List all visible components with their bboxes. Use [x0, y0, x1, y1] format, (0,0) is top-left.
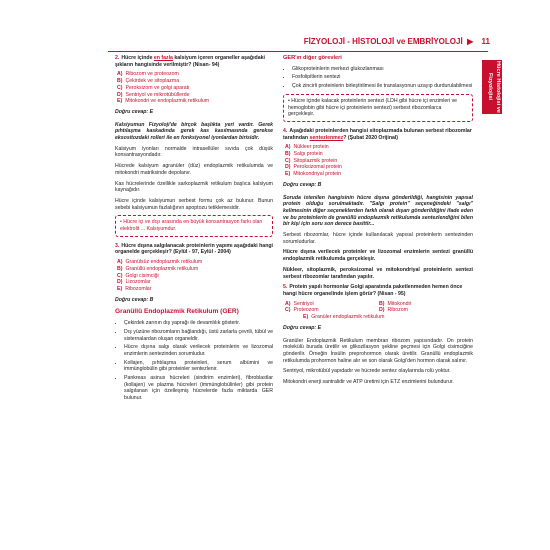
question-3: 3. Hücre dışına salgılanacak proteinlerin yapımı aşağıdaki hangi organelde gerçekleşir? (Eylül - 97, Eylül - 2004)	[115, 242, 273, 256]
options-2	[115, 71, 273, 105]
paragraph: Granüler Endoplazmik Retikulum membran ribozom yapısındadır. On protein molekülü burada üretilir ve glikozilasyon şekline geçmesi için Golgi cisimciğine gönderilir. Örneğin İnsülin preprohormon olarak üretilir. Granüllü endoplazmik retikulumda prohormon haline alır ve son olarak Golgi'den hormon olarak salınır.	[283, 337, 473, 364]
list-item: • Fosfolipitlerin sentezi	[292, 74, 473, 81]
option: A) Granülsüz endoplazmik retikulum	[117, 259, 203, 266]
option: B) Çekirdek ve sitoplazma	[117, 78, 180, 85]
option: D) Peroksizomal protein	[285, 164, 342, 171]
option: C) Peroksizom ve golgi aparatı	[117, 84, 190, 91]
option: C) Proteozom	[285, 307, 319, 314]
option: B) Salgı protein	[285, 151, 323, 158]
answer-3: Doğru cevap: B	[115, 296, 154, 303]
options-4	[283, 144, 473, 178]
option: C) Golgi cisimciği	[117, 272, 159, 279]
ger-bullet-list	[115, 320, 273, 402]
question-5: 5. Protein yapılı hormonlar Golgi aparatında paketlenmeden hemen önce hangi hücre organelinde işlem görür? (Nisan - 95)	[283, 284, 463, 297]
paragraph: Hücre içinde kalsiyumun serbest formu çok az bulunur. Bunun sebebi kalsiyumun fazlalığının apoptozu tetiklemesidir.	[115, 197, 273, 211]
paragraph: Soruda istenilen hangisinin hücre dışına gönderildiği, hangisinin yapısal protein olduğu sorulmaktadır. "Salgı protein" seçeneğindeki "salgı" kelimesinin diğer seçeneklerden farklı olarak dışarı gönderildiğini ifade eden ve bu proteinlerin de granüllü endoplazmik retikulumda sentezlendiğini bilen bir kişi için soru son derece basittir...	[283, 194, 473, 228]
paragraph: Mitokondri enerji santralidir ve ATP üretimi için ETZ enzimlerini bulundurur.	[283, 379, 454, 386]
header-title: FİZYOLOJİ - HİSTOLOJİ ve EMBRİYOLOJİ	[303, 37, 463, 46]
paragraph: Kalsiyum iyonları normalde intrasellüler sıvıda çok düşük konsantrasyondadır.	[115, 145, 273, 159]
list-item: • Glikoproteinlerin merkezi glukozlanması	[292, 66, 473, 73]
list-item: • Kollajen, pıhtılaşma proteinleri, serum albümini ve immünglobülin gibi proteinler sentezlenir.	[124, 360, 273, 373]
section-title: Granüllü Endoplazmik Retikulum (GER)	[115, 308, 239, 316]
option: A) Nükleer protein	[285, 144, 329, 151]
option: A) Ribozom ve proteozom	[117, 71, 179, 78]
option: E) Ribozomlar	[117, 285, 152, 292]
paragraph: Sentriyol, mikrotübül yapıdadır ve hücrede sentez olaylarında rolü yoktur.	[283, 368, 451, 375]
running-header	[200, 37, 490, 51]
note-box: • Hücre içinde kalacak proteinlerin sentezi (LDH gibi hücre içi enzimleri ve hemoglobin gibi hücre içi proteinlerin sentezi) serbest ribozomlarca gerçekleşir.	[283, 94, 473, 122]
option: D) Lizozomlar	[117, 279, 151, 286]
paragraph: Hücre dışına verilecek proteinler ve lizozomal enzimlerin sentezi granüllü endoplazmik retikulumda gerçekleşir.	[283, 249, 473, 263]
left-column	[115, 55, 273, 406]
option: D) Sentriyol ve mikrotübüllerde	[117, 91, 190, 98]
paragraph: Nükleer, sitoplazmik, peroksizomal ve mitokondriyal proteinlerin sentezi serbest ribozomlar tarafından yapılır.	[283, 266, 473, 280]
page-number: 11	[481, 37, 490, 46]
right-column	[283, 55, 473, 390]
option: D) Ribozom	[379, 307, 408, 314]
list-item: • Dış yüzüne ribozomların bağlandığı, üstü zarlarla çevrili, tübül ve sisternalardan oluşan organeldir.	[124, 329, 273, 342]
option: C) Sitoplazmik protein	[285, 157, 338, 164]
header-rule	[108, 51, 488, 52]
paragraph: Serbest ribozomlar, hücre içinde kullanılacak yapısal proteinlerin sentezinden sorumludurlar.	[283, 232, 473, 245]
options-5	[283, 301, 473, 314]
ger-functions-title: GER'ın diğer görevleri	[283, 55, 342, 61]
option: A) Sentriyol	[285, 300, 314, 307]
answer-4: Doğru cevap: B	[283, 181, 322, 188]
list-item: • Çok zincirli proteinlerin birleştirilmesi ile translasyonun uzayıp durdurulabilmesi	[292, 83, 473, 90]
ger-functions-list	[283, 66, 473, 90]
options-3	[115, 259, 273, 293]
note-box: • Hücre içi ve dışı arasında en büyük konsantrasyon farkı olan elektrolit ... Kalsiyumdur.	[115, 215, 273, 236]
answer-2: Doğru cevap: E	[115, 108, 154, 115]
option: E) Mitokondriyal protein	[285, 171, 342, 178]
paragraph: Kas hücrelerinde özellikle sarkoplazmik retikulum başlıca kalsiyum kaynağıdır.	[115, 180, 273, 194]
list-item: • Çekirdek zarının dış yaprağı ile devamlılık gösterir.	[124, 320, 273, 327]
list-item: • Pankreas asinus hücreleri (sindirim enzimleri), fibroblastlar (kollajen) ve plazma hücreleri (immünglobülinler) gibi protein salgılanan için özelleşmiş hücrelerde fazla miktarda GER bulunur.	[124, 375, 273, 402]
answer-5: Doğru cevap: E	[283, 324, 322, 331]
list-item: • Hücre dışına salgı olarak verilecek proteinlerin ve lizozomal enzimlerin sentezinden sorumludur.	[124, 344, 273, 357]
side-tab: Hücre Histolojisi ve Fizyolojisi	[482, 60, 502, 114]
option: B) Granüllü endoplazmik retikulum	[117, 265, 199, 272]
paragraph: Kalsiyumun Fizyoloji'de birçok başlıkta yeri vardır. Gerek pıhtılaşma kaskadında gerek kas kasılmasında gerekse eksositozdaki rolleri ile en fonksiyonel iyonlardan birisidir.	[115, 121, 273, 142]
question-4: 4. Aşağıdaki proteinlerden hangisi sitoplazmada bulunan serbest ribozomlar tarafından sentezlenmez? (Şubat 2020 Orijinal)	[283, 127, 472, 141]
option: B) Mitokondri	[379, 300, 412, 307]
paragraph: Hücrede kalsiyum agranüler (düz) endoplazmik retikulumda ve mitokondri matriksinde depolanır.	[115, 163, 273, 176]
option: E) Mitokondri ve endoplazmik retikulum	[117, 98, 210, 105]
option: E) Granüler endoplazmik retikulum	[303, 314, 385, 321]
question-2: 2. Hücre içinde en fazla kalsiyum içeren organeller aşağıdaki şıkların hangisinde verilmiştir? (Nisan- 94)	[115, 55, 265, 68]
header-arrow-icon: ▶	[467, 37, 474, 46]
